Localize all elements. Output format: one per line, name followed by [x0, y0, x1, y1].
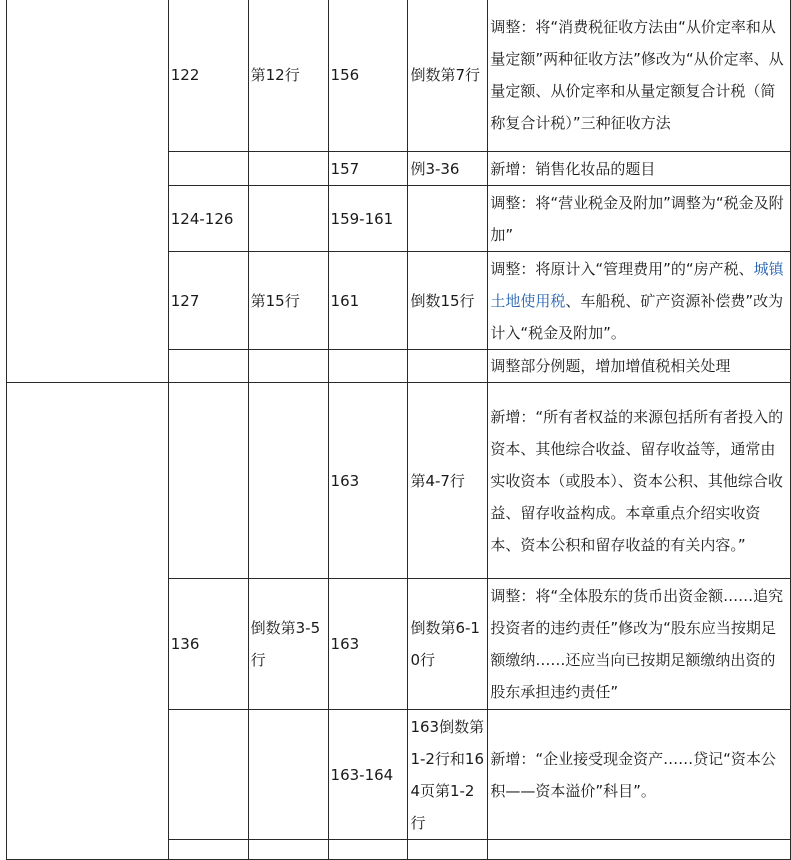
- new-line-cell: 倒数15行: [408, 252, 488, 350]
- old-page-cell: 127: [168, 252, 248, 350]
- new-page-cell: 163-164: [328, 710, 408, 840]
- change-description-cell: 调整部分例题，增加增值税相关处理: [488, 350, 791, 383]
- old-line-cell: [248, 350, 328, 383]
- old-line-cell: [248, 710, 328, 840]
- new-page-cell: 163: [328, 383, 408, 579]
- old-page-cell: [168, 152, 248, 186]
- tax-term-link[interactable]: 城镇土地使用税: [490, 259, 784, 310]
- new-page-cell: 159-161: [328, 186, 408, 252]
- new-page-cell: [328, 350, 408, 383]
- new-page-cell: 163: [328, 579, 408, 710]
- new-line-cell: [408, 350, 488, 383]
- new-line-cell: 倒数第7行: [408, 0, 488, 152]
- new-line-cell: 163倒数第1-2行和164页第1-2行: [408, 710, 488, 840]
- table-row: [7, 0, 791, 152]
- old-line-cell: 第12行: [248, 0, 328, 152]
- chapter-cell: [7, 383, 169, 860]
- old-page-cell: [168, 710, 248, 840]
- chapter-cell: [7, 0, 169, 383]
- new-line-cell: 例3-36: [408, 152, 488, 186]
- description-text: 调整：将原计入“管理费用”的“房产税、: [490, 259, 754, 278]
- new-line-cell: 第4-7行: [408, 383, 488, 579]
- new-line-cell: 倒数第6-10行: [408, 579, 488, 710]
- change-description-cell: 新增：销售化妆品的题目: [488, 152, 791, 186]
- old-line-cell: [248, 383, 328, 579]
- old-line-cell: [248, 152, 328, 186]
- new-page-cell: 156: [328, 0, 408, 152]
- old-line-cell: 倒数第3-5行: [248, 579, 328, 710]
- change-description-cell: 新增：“企业接受现金资产……贷记“资本公积——资本溢价”科目”。: [488, 710, 791, 840]
- old-page-cell: 136: [168, 579, 248, 710]
- old-page-cell: 122: [168, 0, 248, 152]
- old-page-cell: [168, 350, 248, 383]
- description-text: 、车船税、矿产资源补偿费”改为计入“税金及附加”。: [490, 291, 784, 342]
- change-description-cell: 调整：将“营业税金及附加”调整为“税金及附加”: [488, 186, 791, 252]
- new-line-cell: [408, 186, 488, 252]
- change-description-cell: [488, 252, 791, 350]
- change-description-cell: 新增：“所有者权益的来源包括所有者投入的资本、其他综合收益、留存收益等，通常由实收资本（或股本）、资本公积、其他综合收益、留存收益构成。本章重点介绍实收资本、资本公积和留存收益的有关内容。”: [488, 383, 791, 579]
- change-description-cell: 调整：将“全体股东的货币出资金额……追究投资者的违约责任”修改为“股东应当按期足额缴纳……还应当向已按期足额缴纳出资的股东承担违约责任”: [488, 579, 791, 710]
- change-description-cell: 调整：将“消费税征收方法由“从价定率和从量定额”两种征收方法”修改为“从价定率、从量定额、从价定率和从量定额复合计税（简称复合计税）”三种征收方法: [488, 0, 791, 152]
- errata-table: [6, 0, 791, 860]
- old-line-cell: [248, 186, 328, 252]
- old-page-cell: 124-126: [168, 186, 248, 252]
- old-line-cell: 第15行: [248, 252, 328, 350]
- table-row: [7, 383, 791, 579]
- new-page-cell: 161: [328, 252, 408, 350]
- old-page-cell: [168, 383, 248, 579]
- new-page-cell: 157: [328, 152, 408, 186]
